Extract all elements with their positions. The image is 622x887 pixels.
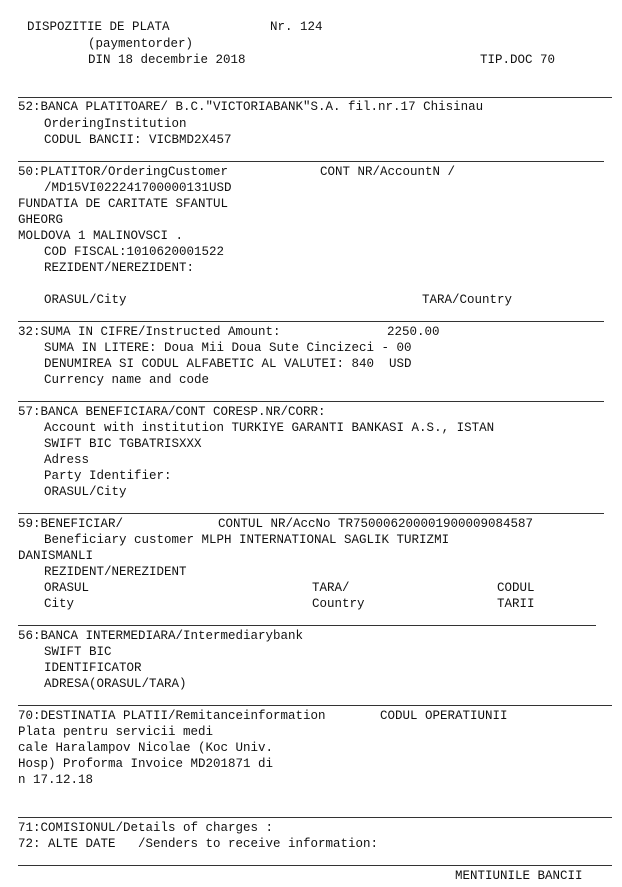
beneficiary-code-label-en: TARII [497,597,535,611]
beneficiary-city-label: ORASUL [44,581,90,595]
document-number: Nr. 124 [270,20,323,34]
amount-value: 2250.00 [387,325,440,339]
divider [18,321,604,322]
payer-address: MOLDOVA 1 MALINOVSCI . [18,229,184,243]
amount-currency: DENUMIREA SI CODUL ALFABETIC AL VALUTEI: 840 USD [44,357,412,371]
payer-account: /MD15VI022241700000131USD [44,181,232,195]
payer-label: 50:PLATITOR/OrderingCustomer [18,165,229,179]
intermediary-swift: SWIFT BIC [44,645,112,659]
charges-details: 71:COMISIONUL/Details of charges : [18,821,274,835]
beneficiary-label: 59:BENEFICIAR/ [18,517,124,531]
intermediary-identifier: IDENTIFICATOR [44,661,142,675]
payer-fiscal-code: COD FISCAL:1010620001522 [44,245,225,259]
payer-name: GHEORG [18,213,64,227]
purpose-text: Plata pentru servicii medi [18,725,214,739]
beneficiary-bank-swift: SWIFT BIC TGBATRISXXX [44,437,202,451]
purpose-label: 70:DESTINATIA PLATII/Remitanceinformation [18,709,326,723]
payer-bank-line: 52:BANCA PLATITOARE/ B.C."VICTORIABANK"S.A. fil.nr.17 Chisinau [18,100,484,114]
beneficiary-resident: REZIDENT/NEREZIDENT [44,565,187,579]
beneficiary-bank-line: Account with institution TURKIYE GARANTI BANKASI A.S., ISTAN [44,421,495,435]
document-title: DISPOZITIE DE PLATA [27,20,170,34]
beneficiary-code-label: CODUL [497,581,535,595]
purpose-text: cale Haralampov Nicolae (Koc Univ. [18,741,274,755]
payer-account-label: CONT NR/AccountN / [320,165,456,179]
divider [18,161,604,162]
payer-bank-code: CODUL BANCII: VICBMD2X457 [44,133,232,147]
divider [18,401,604,402]
bank-notes-label: MENTIUNILE BANCII [455,869,583,883]
payer-city: ORASUL/City [44,293,127,307]
beneficiary-bank-party: Party Identifier: [44,469,172,483]
amount-words: SUMA IN LITERE: Doua Mii Doua Sute Cincizeci - 00 [44,341,412,355]
intermediary-address: ADRESA(ORASUL/TARA) [44,677,187,691]
operation-code-label: CODUL OPERATIUNII [380,709,508,723]
beneficiary-account: CONTUL NR/AccNo TR750006200001900009084587 [218,517,534,531]
beneficiary-customer: Beneficiary customer MLPH INTERNATIONAL SAGLIK TURIZMI [44,533,450,547]
amount-currency-en: Currency name and code [44,373,210,387]
divider [18,625,596,626]
amount-label: 32:SUMA IN CIFRE/Instructed Amount: [18,325,281,339]
document-date: DIN 18 decembrie 2018 [88,53,246,67]
purpose-text: Hosp) Proforma Invoice MD201871 di [18,757,274,771]
payer-country: TARA/Country [422,293,513,307]
payer-resident: REZIDENT/NEREZIDENT: [44,261,195,275]
payer-name: FUNDATIA DE CARITATE SFANTUL [18,197,229,211]
beneficiary-bank-address: Adress [44,453,90,467]
divider [18,513,604,514]
beneficiary-country-label-en: Country [312,597,365,611]
beneficiary-bank-line: 57:BANCA BENEFICIARA/CONT CORESP.NR/CORR: [18,405,326,419]
sender-info: 72: ALTE DATE /Senders to receive information: [18,837,379,851]
payer-bank-line: OrderingInstitution [44,117,187,131]
document-type: TIP.DOC 70 [480,53,556,67]
beneficiary-country-label: TARA/ [312,581,350,595]
divider [18,817,612,818]
divider [18,705,612,706]
intermediary-bank-label: 56:BANCA INTERMEDIARA/Intermediarybank [18,629,304,643]
beneficiary-city-label-en: City [44,597,75,611]
divider [18,97,612,98]
purpose-text: n 17.12.18 [18,773,94,787]
divider [18,865,612,866]
beneficiary-bank-city: ORASUL/City [44,485,127,499]
beneficiary-customer: DANISMANLI [18,549,94,563]
document-subtitle: (paymentorder) [88,37,194,51]
